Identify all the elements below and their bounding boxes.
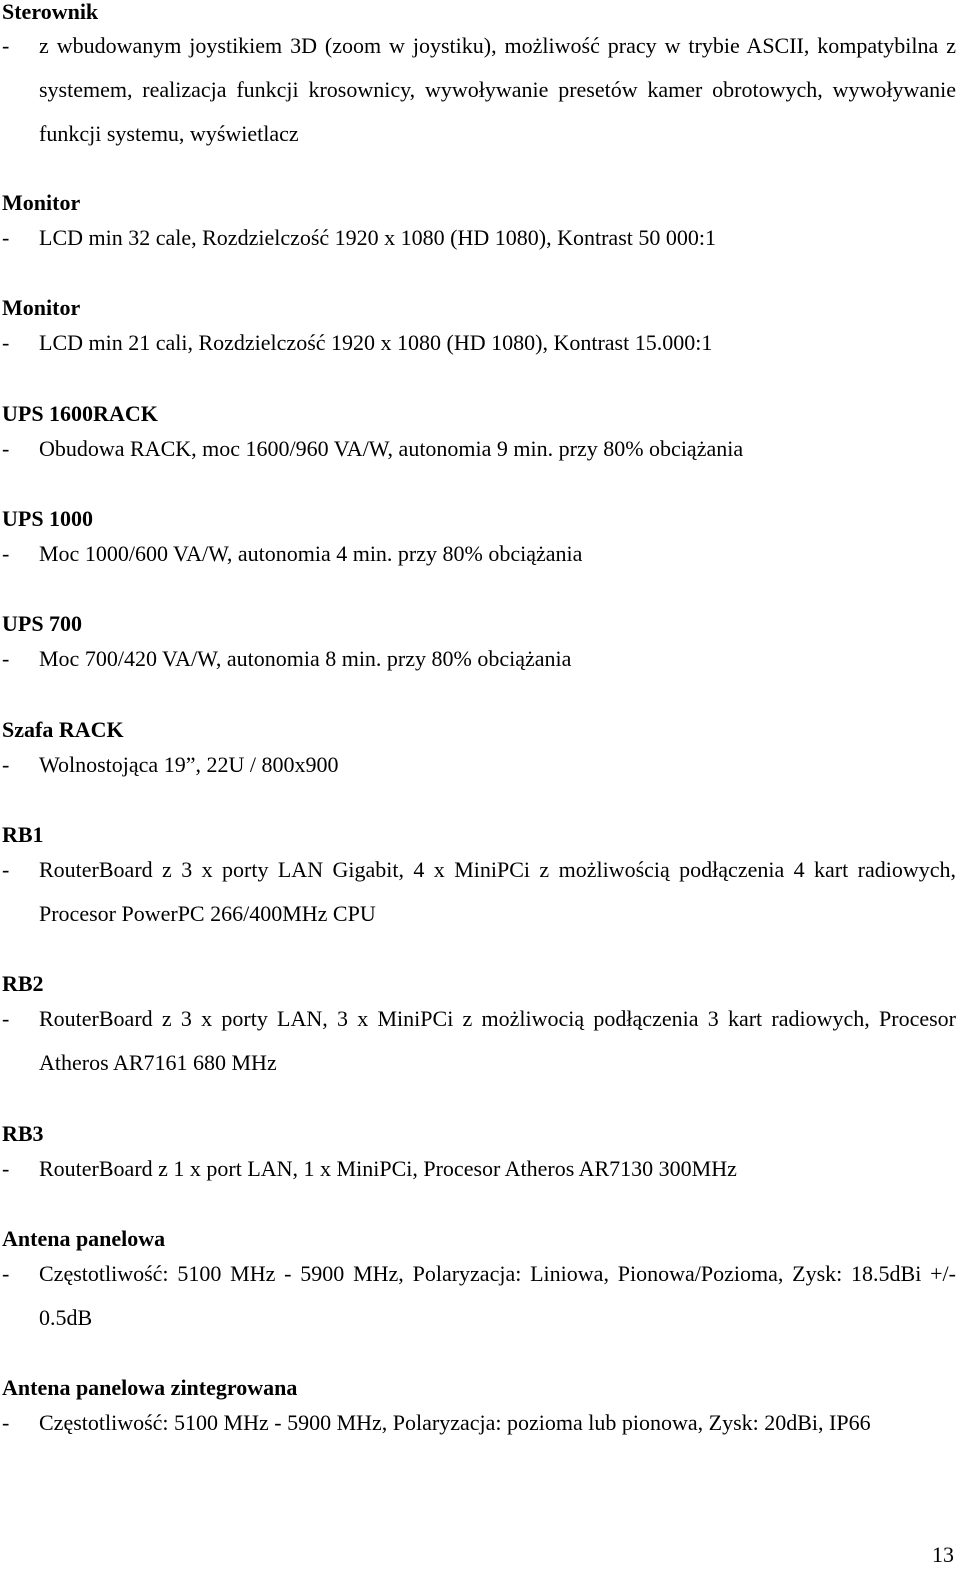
spec-text: Moc 700/420 VA/W, autonomia 8 min. przy 80% obciążania	[39, 646, 572, 671]
spec-text: RouterBoard z 3 x porty LAN, 3 x MiniPCi z możliwocią podłączenia 3 kart radiowych, Procesor Atheros AR7161 680 MHz	[39, 1006, 956, 1075]
bullet-dash: -	[2, 1261, 10, 1286]
bullet-dash: -	[2, 541, 10, 566]
spec-text: Częstotliwość: 5100 MHz - 5900 MHz, Polaryzacja: Liniowa, Pionowa/Pozioma, Zysk: 18.5dBi +/- 0.5dB	[39, 1261, 956, 1330]
section-title-ups-700: UPS 700	[2, 611, 83, 636]
bullet-dash: -	[2, 857, 10, 882]
spec-item-rb2	[2, 997, 956, 1085]
spec-text: LCD min 32 cale, Rozdzielczość 1920 x 1080 (HD 1080), Kontrast 50 000:1	[39, 225, 716, 250]
bullet-dash: -	[2, 225, 10, 250]
spec-item-rb1	[2, 848, 956, 936]
spec-item-antena-panelowa	[2, 1252, 956, 1340]
spec-text: z wbudowanym joystikiem 3D (zoom w joystiku), możliwość pracy w trybie ASCII, kompatybilna z systemem, realizacja funkcji krosownicy, wywoływanie presetów kamer obrotowych, wywoływanie funkcji systemu, wyświetlacz	[39, 33, 956, 146]
bullet-dash: -	[2, 646, 10, 671]
bullet-dash: -	[2, 33, 10, 58]
section-title-ups-1000: UPS 1000	[2, 506, 94, 531]
spec-item-rb3	[2, 1147, 956, 1191]
bullet-dash: -	[2, 1156, 10, 1181]
section-title-rb3: RB3	[2, 1121, 44, 1146]
section-title-monitor-32: Monitor	[2, 190, 81, 215]
spec-text: Częstotliwość: 5100 MHz - 5900 MHz, Polaryzacja: pozioma lub pionowa, Zysk: 20dBi, IP66	[39, 1410, 871, 1435]
section-title-antena-zintegrowana: Antena panelowa zintegrowana	[2, 1375, 298, 1400]
bullet-dash: -	[2, 436, 10, 461]
spec-text: Obudowa RACK, moc 1600/960 VA/W, autonomia 9 min. przy 80% obciążania	[39, 436, 744, 461]
spec-item-ups-700	[2, 637, 956, 681]
bullet-dash: -	[2, 330, 10, 355]
spec-item-sterownik	[2, 24, 956, 156]
section-title-ups-1600rack: UPS 1600RACK	[2, 401, 158, 426]
section-title-sterownik: Sterownik	[2, 0, 99, 24]
bullet-dash: -	[2, 1410, 10, 1435]
section-title-szafa-rack: Szafa RACK	[2, 717, 124, 742]
spec-item-monitor-32	[2, 216, 956, 260]
spec-item-ups-1000	[2, 532, 956, 576]
spec-item-ups-1600rack	[2, 427, 956, 471]
page-number: 13	[932, 1542, 954, 1567]
spec-text: LCD min 21 cali, Rozdzielczość 1920 x 1080 (HD 1080), Kontrast 15.000:1	[39, 330, 713, 355]
spec-text: Wolnostojąca 19”, 22U / 800x900	[39, 752, 339, 777]
section-title-rb2: RB2	[2, 971, 44, 996]
section-title-monitor-21: Monitor	[2, 295, 81, 320]
section-title-rb1: RB1	[2, 822, 44, 847]
spec-text: RouterBoard z 3 x porty LAN Gigabit, 4 x MiniPCi z możliwością podłączenia 4 kart radiowych, Procesor PowerPC 266/400MHz CPU	[39, 857, 956, 926]
section-title-antena-panelowa: Antena panelowa	[2, 1226, 166, 1251]
spec-item-antena-zintegrowana	[2, 1401, 956, 1445]
spec-item-monitor-21	[2, 321, 956, 365]
bullet-dash: -	[2, 752, 10, 777]
bullet-dash: -	[2, 1006, 10, 1031]
spec-text: RouterBoard z 1 x port LAN, 1 x MiniPCi, Procesor Atheros AR7130 300MHz	[39, 1156, 737, 1181]
spec-item-szafa-rack	[2, 743, 956, 787]
spec-text: Moc 1000/600 VA/W, autonomia 4 min. przy 80% obciążania	[39, 541, 583, 566]
